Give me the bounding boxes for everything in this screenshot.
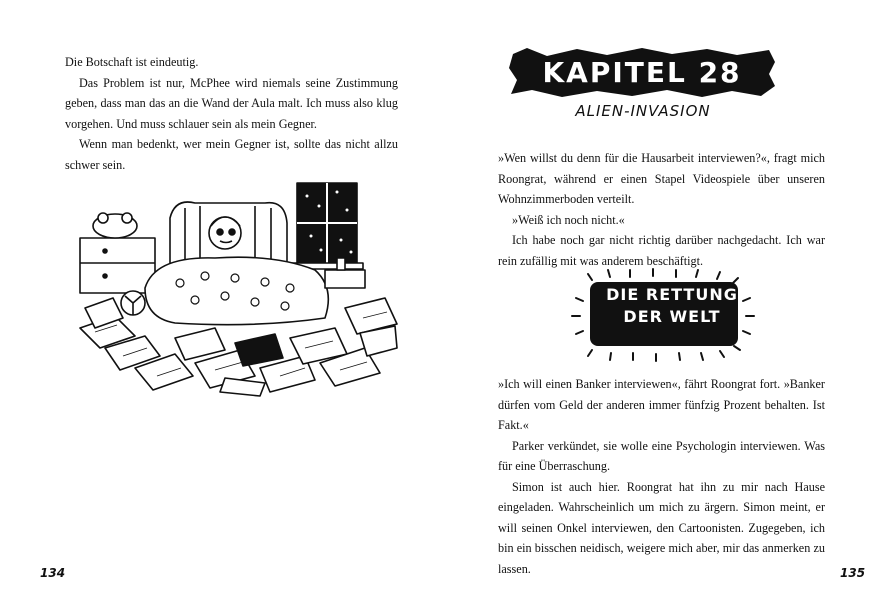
paragraph: »Ich will einen Banker interviewen«, fährt Roongrat fort. »Banker dürfen vom Geld der anderen immer fünfzig Prozent behalten. Ist Fakt.« — [498, 377, 825, 432]
left-text-block — [65, 52, 398, 175]
right-text-block-top — [498, 148, 825, 271]
badge-line-1: DIE RETTUNG — [606, 285, 738, 304]
messy-bedroom-illustration — [75, 178, 400, 398]
chapter-title: KAPITEL 28 — [542, 55, 742, 89]
paragraph: Wenn man bedenkt, wer mein Gegner ist, sollte das nicht allzu schwer sein. — [65, 137, 398, 172]
badge-line-2: DER WELT — [623, 307, 721, 326]
paragraph: Parker verkündet, sie wolle eine Psychologin interviewen. Was für eine Überraschung. — [498, 438, 825, 473]
paragraph: Die Botschaft ist eindeutig. — [65, 55, 199, 69]
page-number: 135 — [840, 566, 866, 580]
paragraph: Simon ist auch hier. Roongrat hat ihn zu mir nach Hause eingeladen. Wahrscheinlich um mich zu ärgern. Simon meint, er will seinen Onkel interviewen, den Cartoonisten. Zugegeben, ich bin ein bisschen neidisch, weigere mich aber, mir das anmerken zu lassen. — [498, 479, 825, 576]
chapter-banner — [507, 46, 777, 98]
scene-badge — [558, 268, 758, 362]
paragraph: Ich habe noch gar nicht richtig darüber nachgedacht. Ich war rein zufällig mit was anderem beschäftigt. — [498, 233, 825, 268]
chapter-subtitle: ALIEN-INVASION — [575, 102, 711, 120]
paragraph: Das Problem ist nur, McPhee wird niemals seine Zustimmung geben, dass man das an die Wand der Aula malt. Ich muss also klug vorgehen. Und muss schlauer sein als mein Gegner. — [65, 75, 398, 131]
right-page — [448, 0, 896, 612]
badge-label — [598, 284, 746, 328]
paragraph: »Wen willst du denn für die Hausarbeit interviewen?«, fragt mich Roongrat, während er einen Stapel Videospiele über unseren Wohnzimmerboden verteilt. — [498, 151, 825, 206]
page-number: 134 — [40, 566, 66, 580]
paragraph: »Weiß ich noch nicht.« — [512, 212, 625, 227]
right-text-block-bottom — [498, 374, 825, 579]
